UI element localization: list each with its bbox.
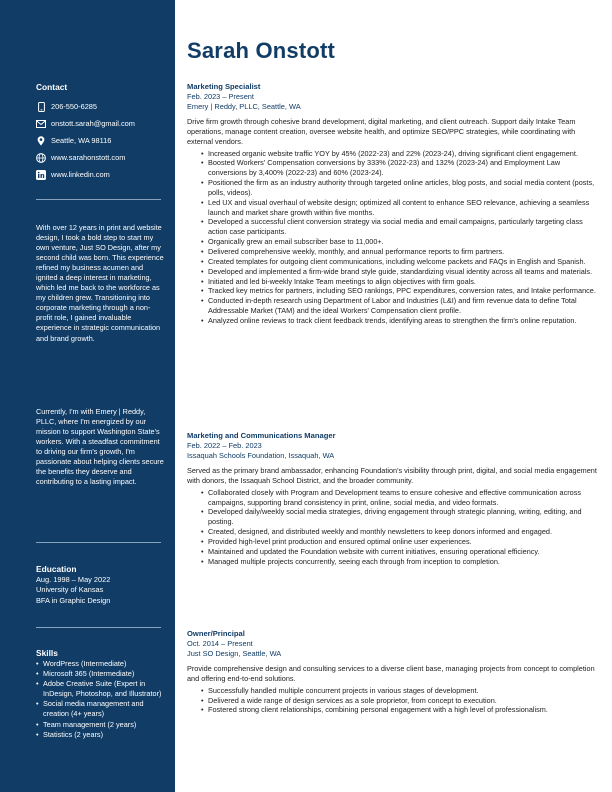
contact-phone bbox=[36, 98, 166, 115]
education-dates: Aug. 1998 – May 2022 bbox=[36, 575, 111, 584]
education-degree: BFA in Graphic Design bbox=[36, 595, 111, 605]
skill-item: • Statistics (2 years) bbox=[36, 730, 166, 740]
job-bullet: • Developed daily/weekly social media strategies, driving engagement through strategic planning, writing, editing, and posting. bbox=[208, 507, 601, 527]
location-pin-icon bbox=[36, 136, 46, 146]
job-bullet-list bbox=[187, 149, 601, 326]
job-dates: Feb. 2023 – Present bbox=[187, 92, 254, 101]
job-bullet: • Managed multiple projects concurrently, seeing each through from inception to completion. bbox=[208, 557, 601, 567]
email-icon bbox=[36, 119, 46, 129]
job-title: Marketing Specialist bbox=[187, 82, 261, 91]
contact-website bbox=[36, 149, 166, 166]
job-bullet: • Developed a successful client conversion strategy via social media and email campaigns, particularly targeting class action case participants. bbox=[208, 217, 601, 237]
job-entry bbox=[187, 629, 601, 715]
job-bullet: • Successfully handled multiple concurrent projects in various stages of development. bbox=[208, 686, 601, 696]
job-dates: Oct. 2014 – Present bbox=[187, 639, 253, 648]
sidebar-divider bbox=[36, 542, 161, 543]
job-description: Provide comprehensive design and consulting services to a diverse client base, managing projects from concept to completion and offering end-to-end solutions. bbox=[187, 664, 595, 683]
job-description: Served as the primary brand ambassador, enhancing Foundation's visibility through print, digital, and social media engagement with donors, the Issaquah School District, and the broader community. bbox=[187, 466, 597, 485]
email-text[interactable]: onstott.sarah@gmail.com bbox=[51, 119, 135, 128]
job-company: Emery | Reddy, PLLC, Seattle, WA bbox=[187, 102, 301, 111]
contact-email bbox=[36, 115, 166, 132]
skill-item: • Adobe Creative Suite (Expert in InDesign, Photoshop, and Illustrator) bbox=[36, 679, 166, 699]
job-title: Marketing and Communications Manager bbox=[187, 431, 336, 440]
main-content bbox=[187, 0, 601, 792]
person-name: Sarah Onstott bbox=[187, 38, 336, 63]
job-entry bbox=[187, 82, 601, 326]
globe-icon bbox=[36, 153, 46, 163]
job-company: Just SO Design, Seattle, WA bbox=[187, 649, 282, 658]
job-bullet: • Delivered a wide range of design services as a sole proprietor, from concept to execution. bbox=[208, 696, 601, 706]
skill-item: • WordPress (Intermediate) bbox=[36, 659, 166, 669]
job-title: Owner/Principal bbox=[187, 629, 245, 638]
linkedin-text[interactable]: www.linkedin.com bbox=[51, 170, 110, 179]
job-bullet: • Collaborated closely with Program and Development teams to ensure cohesive and effective communication across campaigns, supporting brand consistency in print, online, social media, and video formats. bbox=[208, 488, 601, 508]
job-bullet: • Delivered comprehensive weekly, monthly, and annual performance reports to firm partners. bbox=[208, 247, 601, 257]
job-bullet: • Developed and implemented a firm-wide brand style guide, standardizing visual identity across all teams and materials. bbox=[208, 267, 601, 277]
contact-list bbox=[36, 98, 166, 183]
contact-linkedin bbox=[36, 166, 166, 183]
job-bullet-list bbox=[187, 488, 601, 567]
job-bullet: • Boosted Workers' Compensation conversions by 333% (2022-23) and 132% (2023-24) and Employment Law conversions by 3,400% (2022-23) and 60% (2023-24). bbox=[208, 158, 601, 178]
sidebar-divider bbox=[36, 627, 161, 628]
job-bullet: • Increased organic website traffic YOY by 45% (2022-23) and 22% (2023-24), driving significant client engagement. bbox=[208, 149, 601, 159]
contact-location bbox=[36, 132, 166, 149]
job-bullet: • Led UX and visual overhaul of website design; optimized all content to enhance SEO relevance, achieving a seamless launch and market share growth within five months. bbox=[208, 198, 601, 218]
phone-icon bbox=[36, 102, 46, 112]
job-dates: Feb. 2022 – Feb. 2023 bbox=[187, 441, 262, 450]
job-company: Issaquah Schools Foundation, Issaquah, WA bbox=[187, 451, 335, 460]
job-bullet: • Conducted in-depth research using Department of Labor and Industries (L&I) and firm revenue data to define Total Addressable Market (TAM) and the ideal Workers' Compensation client profile. bbox=[208, 296, 601, 316]
location-text: Seattle, WA 98116 bbox=[51, 136, 112, 145]
job-bullet: • Analyzed online reviews to track client feedback trends, identifying areas to strengthen the firm's online reputation. bbox=[208, 316, 601, 326]
skills-heading: Skills bbox=[36, 648, 58, 658]
job-bullet: • Initiated and led bi-weekly Intake Team meetings to align objectives with firm goals. bbox=[208, 277, 601, 287]
about-paragraph-2: Currently, I'm with Emery | Reddy, PLLC, where I'm energized by our mission to support Washington State's workers. With a steadfast commitment to driving our firm's growth, I'm passionate about helping clients secure the benefits they deserve and contributing to a lasting impact. bbox=[36, 407, 164, 487]
skill-item: • Team management (2 years) bbox=[36, 720, 166, 730]
sidebar bbox=[0, 0, 175, 792]
education-heading: Education bbox=[36, 564, 77, 574]
job-bullet: • Tracked key metrics for partners, including SEO rankings, PPC expenditures, conversion rates, and Intake performance. bbox=[208, 286, 601, 296]
about-paragraph-1: With over 12 years in print and website design, I took a bold step to start my own venture, Just SO Design, after my second child was born. This experience refined my business acumen and ignited a deep interest in marketing, which led me back to the workforce as my children grew. Transitioning into corporate marketing through a non-profit role, I gained invaluable experience in strategic communication and brand growth. bbox=[36, 223, 164, 343]
job-bullet: • Created, designed, and distributed weekly and monthly newsletters to keep donors informed and engaged. bbox=[208, 527, 601, 537]
website-text[interactable]: www.sarahonstott.com bbox=[51, 153, 126, 162]
linkedin-icon bbox=[36, 170, 46, 180]
job-bullet: • Positioned the firm as an industry authority through targeted online articles, blog posts, and social media content (posts, polls, videos). bbox=[208, 178, 601, 198]
job-bullet: • Fostered strong client relationships, combining personal engagement with a high level of professionalism. bbox=[208, 705, 601, 715]
sidebar-divider bbox=[36, 199, 161, 200]
job-bullet: • Organically grew an email subscriber base to 11,000+. bbox=[208, 237, 601, 247]
job-bullet: • Provided high-level print production and ensured optimal online user experiences. bbox=[208, 537, 601, 547]
skills-list bbox=[36, 659, 166, 740]
job-entry bbox=[187, 431, 601, 566]
job-bullet: • Created templates for outgoing client communications, including welcome packets and FAQs in English and Spanish. bbox=[208, 257, 601, 267]
skill-item: • Microsoft 365 (Intermediate) bbox=[36, 669, 166, 679]
job-description: Drive firm growth through cohesive brand development, digital marketing, and client outreach. Support daily Intake Team operations, manage content creation, oversee website health, and optimize SEO/PPC strategies, while coordinating with external vendors. bbox=[187, 117, 576, 146]
skill-item: • Social media management and creation (4+ years) bbox=[36, 699, 166, 719]
education-block bbox=[36, 575, 110, 606]
education-school: University of Kansas bbox=[36, 585, 104, 595]
contact-heading: Contact bbox=[36, 82, 68, 92]
job-bullet-list bbox=[187, 686, 601, 716]
phone-text[interactable]: 206-550-6285 bbox=[51, 102, 98, 111]
job-bullet: • Maintained and updated the Foundation website with current initiatives, ensuring operational efficiency. bbox=[208, 547, 601, 557]
